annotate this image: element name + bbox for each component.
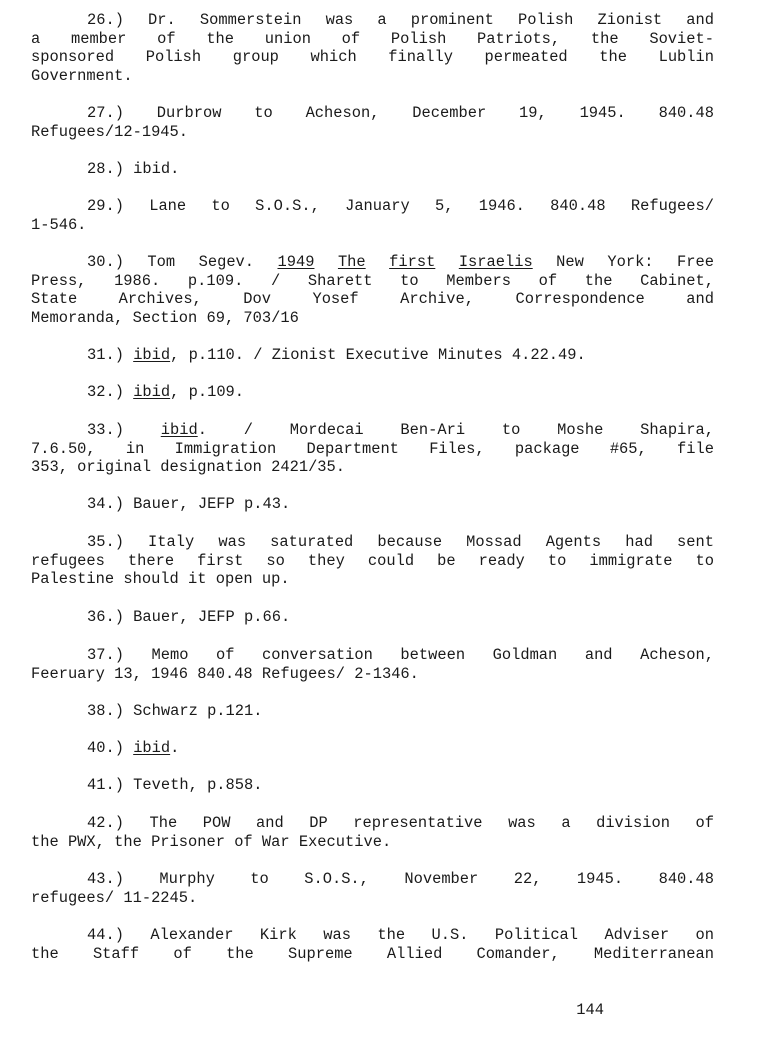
- book-title-part: first: [389, 253, 436, 271]
- footnote-37: [31, 646, 714, 683]
- note-line: Press, 1986. p.109. / Sharett to Members of the Cabinet,: [31, 271, 714, 290]
- footnote-36: [31, 608, 714, 627]
- note-text: [435, 253, 458, 271]
- note-line: 38.) Schwarz p.121.: [87, 702, 263, 720]
- note-line: the PWX, the Prisoner of War Executive.: [31, 832, 392, 851]
- footnote-27: [31, 104, 714, 141]
- note-line: Memoranda, Section 69, 703/16: [31, 308, 299, 327]
- note-text: 30.) Tom Segev.: [87, 253, 278, 271]
- note-text: [314, 253, 337, 271]
- ibid-text: ibid: [133, 739, 171, 757]
- note-line: 42.) The POW and DP representative was a division of: [87, 814, 714, 832]
- footnote-38: [31, 702, 714, 721]
- book-title-part: The: [337, 253, 366, 271]
- note-line: 43.) Murphy to S.O.S., November 22, 1945. 840.48: [87, 870, 714, 888]
- note-text: 40.): [87, 739, 134, 757]
- footnote-34: [31, 495, 714, 514]
- note-line: 34.) Bauer, JEFP p.43.: [87, 495, 291, 513]
- note-line: State Archives, Dov Yosef Archive, Correspondence and: [31, 290, 714, 309]
- note-text: , p.109.: [170, 383, 245, 401]
- note-text: . / Mordecai Ben-Ari to Moshe Shapira,: [197, 421, 715, 439]
- footnote-31: [31, 346, 714, 365]
- note-text: [366, 253, 389, 271]
- page-number: 144: [576, 1001, 604, 1019]
- note-line: 35.) Italy was saturated because Mossad Agents had sent: [87, 533, 714, 551]
- note-line: 41.) Teveth, p.858.: [87, 776, 263, 794]
- ibid-text: ibid: [133, 346, 171, 364]
- footnote-29: [31, 197, 714, 234]
- note-text: 32.): [87, 383, 134, 401]
- note-line: Palestine should it open up.: [31, 570, 290, 589]
- footnote-44: [31, 926, 714, 963]
- footnote-26: [31, 11, 714, 85]
- note-line: 26.) Dr. Sommerstein was a prominent Polish Zionist and: [87, 11, 714, 29]
- note-text: 31.): [87, 346, 134, 364]
- note-line: 27.) Durbrow to Acheson, December 19, 1945. 840.48: [87, 104, 714, 122]
- footnote-33: [31, 421, 714, 477]
- note-line: refugees there first so they could be ready to immigrate to: [31, 551, 714, 570]
- note-line: Government.: [31, 66, 133, 85]
- ibid-text: ibid: [160, 421, 198, 439]
- footnote-30: [31, 253, 714, 327]
- footnote-35: [31, 533, 714, 589]
- note-text: , p.110. / Zionist Executive Minutes 4.22.49.: [170, 346, 586, 364]
- note-line: [31, 739, 714, 758]
- note-line: 353, original designation 2421/35.: [31, 458, 346, 477]
- note-line: 36.) Bauer, JEFP p.66.: [87, 608, 291, 626]
- note-line: [31, 383, 714, 402]
- note-line: refugees/ 11-2245.: [31, 888, 198, 907]
- note-line: Feeruary 13, 1946 840.48 Refugees/ 2-1346.: [31, 664, 419, 683]
- note-line: a member of the union of Polish Patriots, the Soviet-: [31, 29, 714, 48]
- note-line: 44.) Alexander Kirk was the U.S. Political Adviser on: [87, 926, 714, 944]
- note-line: the Staff of the Supreme Allied Comander, Mediterranean: [31, 944, 714, 963]
- footnote-41: [31, 776, 714, 795]
- note-line: Refugees/12-1945.: [31, 122, 189, 141]
- book-title-part: 1949: [277, 253, 315, 271]
- footnote-32: [31, 383, 714, 402]
- footnote-43: [31, 870, 714, 907]
- note-text: 33.): [87, 421, 161, 439]
- footnote-42: [31, 814, 714, 851]
- note-text: .: [170, 739, 180, 757]
- note-line: 1-546.: [31, 215, 87, 234]
- footnote-28: [31, 160, 714, 179]
- note-line: 28.) ibid.: [87, 160, 180, 178]
- note-line: [31, 253, 714, 272]
- note-line: 7.6.50, in Immigration Department Files, package #65, file: [31, 439, 714, 458]
- note-line: [31, 421, 714, 440]
- note-line: 37.) Memo of conversation between Goldman and Acheson,: [87, 646, 714, 664]
- book-title-part: Israelis: [458, 253, 533, 271]
- note-text: New York: Free: [532, 253, 714, 271]
- note-line: 29.) Lane to S.O.S., January 5, 1946. 840.48 Refugees/: [87, 197, 714, 215]
- note-line: sponsored Polish group which finally permeated the Lublin: [31, 48, 714, 67]
- note-line: [31, 346, 714, 365]
- ibid-text: ibid: [133, 383, 171, 401]
- footnote-40: [31, 739, 714, 758]
